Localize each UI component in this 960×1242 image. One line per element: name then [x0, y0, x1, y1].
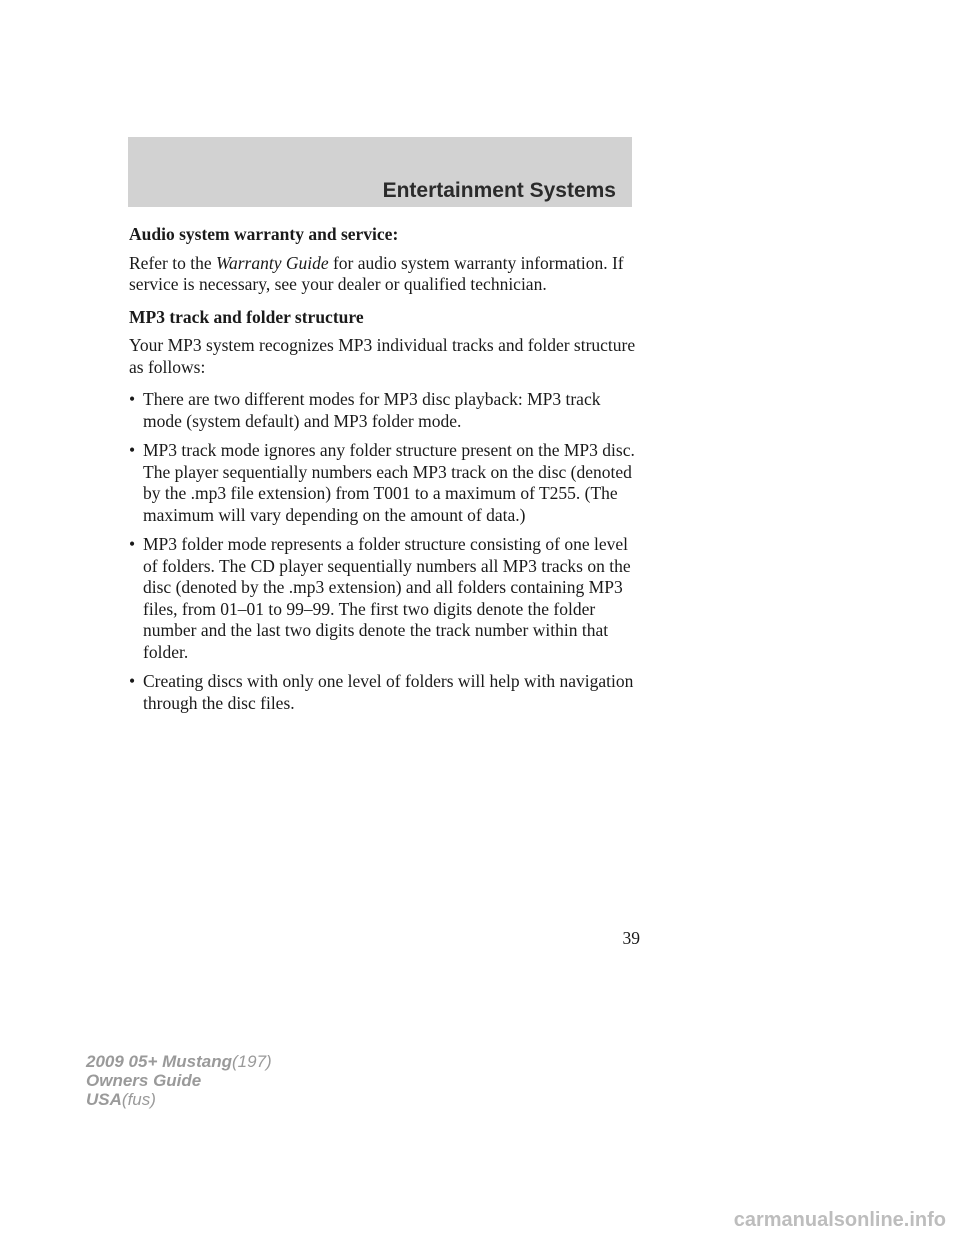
list-item-text: Creating discs with only one level of folders will help with navigation through the disc files.: [143, 671, 634, 713]
bullet-icon: •: [129, 389, 136, 409]
footer-model-code: (197): [232, 1052, 272, 1071]
footer-market-code: (fus): [121, 1090, 156, 1109]
list-item-text: MP3 folder mode represents a folder structure consisting of one level of folders. The CD player sequentially numbers all MP3 tracks on the disc (denoted by the .mp3 extension) and all folders containing MP3 files, from 01–01 to 99–99. The first two digits denote the folder number and the last two digits denote the track number within that folder.: [143, 534, 631, 662]
footer-market: USA: [86, 1090, 122, 1109]
page-number: 39: [622, 928, 640, 948]
list-item-text: MP3 track mode ignores any folder structure present on the MP3 disc. The player sequentially numbers each MP3 track on the disc (denoted by the .mp3 file extension) from T001 to a maximum of T255. (The maximum will vary depending on the amount of data.): [143, 440, 635, 525]
bullet-icon: •: [129, 440, 136, 460]
list-item: [129, 534, 639, 663]
warranty-heading: Audio system warranty and service:: [129, 224, 399, 244]
bullet-icon: •: [129, 671, 136, 691]
footer-line-3: [86, 1090, 272, 1109]
warranty-paragraph: [129, 253, 639, 296]
section-header-band: [128, 137, 632, 207]
list-item: [129, 389, 639, 432]
list-item: [129, 440, 639, 526]
warranty-guide-reference: Warranty Guide: [215, 252, 329, 273]
list-item-text: There are two different modes for MP3 disc playback: MP3 track mode (system default) and MP3 folder mode.: [143, 389, 601, 431]
footer-model: 2009 05+ Mustang: [86, 1052, 232, 1071]
bullet-icon: •: [129, 534, 136, 554]
mp3-heading: MP3 track and folder structure: [129, 306, 364, 327]
warranty-text-prefix: Refer to the: [129, 252, 216, 273]
mp3-bullet-list: [129, 389, 639, 714]
list-item: [129, 671, 639, 714]
document-footer: [86, 1052, 272, 1109]
footer-line-1: [86, 1052, 272, 1071]
footer-guide-name: Owners Guide: [86, 1071, 202, 1090]
site-watermark: carmanualsonline.info: [733, 1209, 946, 1231]
warranty-text-suffix: for audio system warranty information. If service is necessary, see your dealer or qualified technician.: [129, 252, 624, 294]
mp3-intro-paragraph: Your MP3 system recognizes MP3 individual tracks and folder structure as follows:: [129, 335, 636, 377]
section-title: Entertainment Systems: [382, 179, 616, 202]
page-content: [129, 224, 639, 722]
footer-line-2: [86, 1071, 272, 1090]
